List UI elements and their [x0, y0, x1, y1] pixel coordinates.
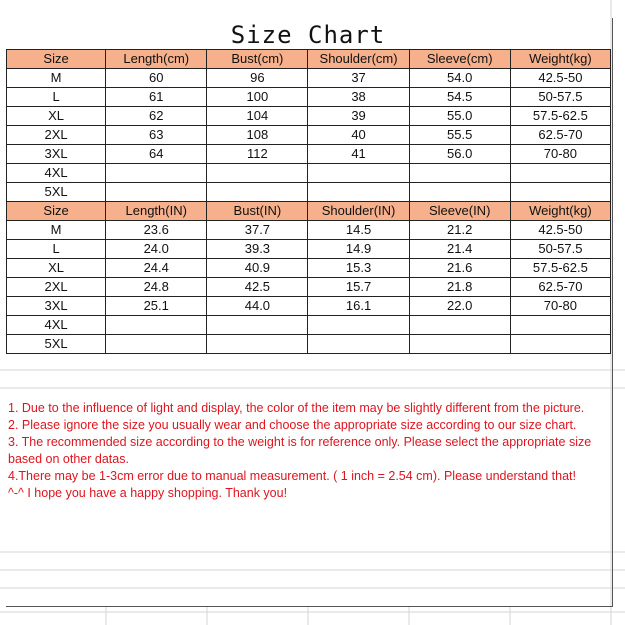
value-cell: 21.4 — [409, 240, 510, 259]
table-row — [7, 240, 611, 259]
size-cell: 5XL — [7, 183, 106, 202]
size-cell: 2XL — [7, 126, 106, 145]
value-cell: 23.6 — [106, 221, 207, 240]
value-cell: 54.5 — [409, 88, 510, 107]
size-cell: M — [7, 69, 106, 88]
header-cell: Bust(IN) — [207, 202, 308, 221]
table-row — [7, 221, 611, 240]
size-cell: 3XL — [7, 297, 106, 316]
value-cell: 44.0 — [207, 297, 308, 316]
value-cell: 70-80 — [510, 145, 610, 164]
header-cell: Shoulder(cm) — [308, 50, 409, 69]
value-cell: 55.5 — [409, 126, 510, 145]
value-cell — [308, 335, 409, 354]
value-cell: 56.0 — [409, 145, 510, 164]
value-cell: 70-80 — [510, 297, 610, 316]
size-cell: 3XL — [7, 145, 106, 164]
table-row — [7, 316, 611, 335]
notes-block — [8, 400, 604, 502]
value-cell: 62.5-70 — [510, 278, 610, 297]
size-cell: XL — [7, 259, 106, 278]
value-cell — [308, 164, 409, 183]
table-row — [7, 183, 611, 202]
value-cell — [106, 164, 207, 183]
value-cell: 37 — [308, 69, 409, 88]
note-line: 3. The recommended size according to the weight is for reference only. Please select the appropriate size based on other datas. — [8, 435, 592, 466]
value-cell — [308, 316, 409, 335]
header-cell: Size — [7, 202, 106, 221]
size-cell: 5XL — [7, 335, 106, 354]
value-cell: 60 — [106, 69, 207, 88]
value-cell: 21.8 — [409, 278, 510, 297]
value-cell: 62 — [106, 107, 207, 126]
table-row — [7, 278, 611, 297]
value-cell — [207, 164, 308, 183]
value-cell: 64 — [106, 145, 207, 164]
value-cell — [409, 164, 510, 183]
value-cell: 100 — [207, 88, 308, 107]
value-cell — [106, 335, 207, 354]
value-cell — [207, 183, 308, 202]
table-row — [7, 259, 611, 278]
value-cell — [510, 335, 610, 354]
note-line: 4.There may be 1-3cm error due to manual measurement. ( 1 inch = 2.54 cm). Please understand that! — [8, 469, 576, 483]
size-cell: 2XL — [7, 278, 106, 297]
table-row — [7, 126, 611, 145]
table-row — [7, 164, 611, 183]
value-cell: 24.0 — [106, 240, 207, 259]
value-cell: 24.4 — [106, 259, 207, 278]
value-cell — [409, 183, 510, 202]
table-row — [7, 335, 611, 354]
value-cell: 15.3 — [308, 259, 409, 278]
table-row — [7, 297, 611, 316]
value-cell — [207, 316, 308, 335]
value-cell: 62.5-70 — [510, 126, 610, 145]
value-cell: 42.5-50 — [510, 69, 610, 88]
value-cell: 41 — [308, 145, 409, 164]
value-cell — [308, 183, 409, 202]
note-line: 1. Due to the influence of light and display, the color of the item may be slightly different from the picture. — [8, 401, 585, 415]
table-row — [7, 88, 611, 107]
header-row — [7, 202, 611, 221]
value-cell: 25.1 — [106, 297, 207, 316]
table-row — [7, 107, 611, 126]
table-row — [7, 69, 611, 88]
value-cell: 57.5-62.5 — [510, 259, 610, 278]
table-row — [7, 145, 611, 164]
value-cell — [510, 183, 610, 202]
header-cell: Length(IN) — [106, 202, 207, 221]
value-cell: 40.9 — [207, 259, 308, 278]
value-cell — [409, 316, 510, 335]
value-cell: 57.5-62.5 — [510, 107, 610, 126]
value-cell — [106, 183, 207, 202]
value-cell: 22.0 — [409, 297, 510, 316]
value-cell: 55.0 — [409, 107, 510, 126]
value-cell: 24.8 — [106, 278, 207, 297]
value-cell: 39 — [308, 107, 409, 126]
value-cell: 39.3 — [207, 240, 308, 259]
value-cell: 42.5-50 — [510, 221, 610, 240]
size-table-inch — [6, 201, 611, 354]
value-cell: 40 — [308, 126, 409, 145]
value-cell: 50-57.5 — [510, 88, 610, 107]
header-cell: Sleeve(IN) — [409, 202, 510, 221]
value-cell: 63 — [106, 126, 207, 145]
value-cell: 104 — [207, 107, 308, 126]
header-cell: Shoulder(IN) — [308, 202, 409, 221]
value-cell: 54.0 — [409, 69, 510, 88]
size-cell: L — [7, 240, 106, 259]
value-cell: 42.5 — [207, 278, 308, 297]
header-cell: Size — [7, 50, 106, 69]
value-cell: 61 — [106, 88, 207, 107]
header-cell: Weight(kg) — [510, 202, 610, 221]
page-title: Size Chart — [230, 21, 386, 49]
value-cell: 50-57.5 — [510, 240, 610, 259]
header-cell: Weight(kg) — [510, 50, 610, 69]
size-cell: M — [7, 221, 106, 240]
value-cell: 112 — [207, 145, 308, 164]
note-line: ^-^ I hope you have a happy shopping. Thank you! — [8, 486, 288, 500]
header-cell: Length(cm) — [106, 50, 207, 69]
size-cell: XL — [7, 107, 106, 126]
size-cell: 4XL — [7, 164, 106, 183]
value-cell: 15.7 — [308, 278, 409, 297]
value-cell: 16.1 — [308, 297, 409, 316]
value-cell: 38 — [308, 88, 409, 107]
value-cell: 96 — [207, 69, 308, 88]
size-cell: 4XL — [7, 316, 106, 335]
header-cell: Sleeve(cm) — [409, 50, 510, 69]
value-cell — [207, 335, 308, 354]
size-cell: L — [7, 88, 106, 107]
value-cell: 14.5 — [308, 221, 409, 240]
value-cell: 37.7 — [207, 221, 308, 240]
value-cell — [510, 164, 610, 183]
header-row — [7, 50, 611, 69]
value-cell: 21.2 — [409, 221, 510, 240]
value-cell — [510, 316, 610, 335]
value-cell: 21.6 — [409, 259, 510, 278]
size-table-cm — [6, 49, 611, 202]
value-cell: 108 — [207, 126, 308, 145]
header-cell: Bust(cm) — [207, 50, 308, 69]
value-cell — [409, 335, 510, 354]
value-cell: 14.9 — [308, 240, 409, 259]
note-line: 2. Please ignore the size you usually wear and choose the appropriate size according to our size chart. — [8, 418, 577, 432]
value-cell — [106, 316, 207, 335]
